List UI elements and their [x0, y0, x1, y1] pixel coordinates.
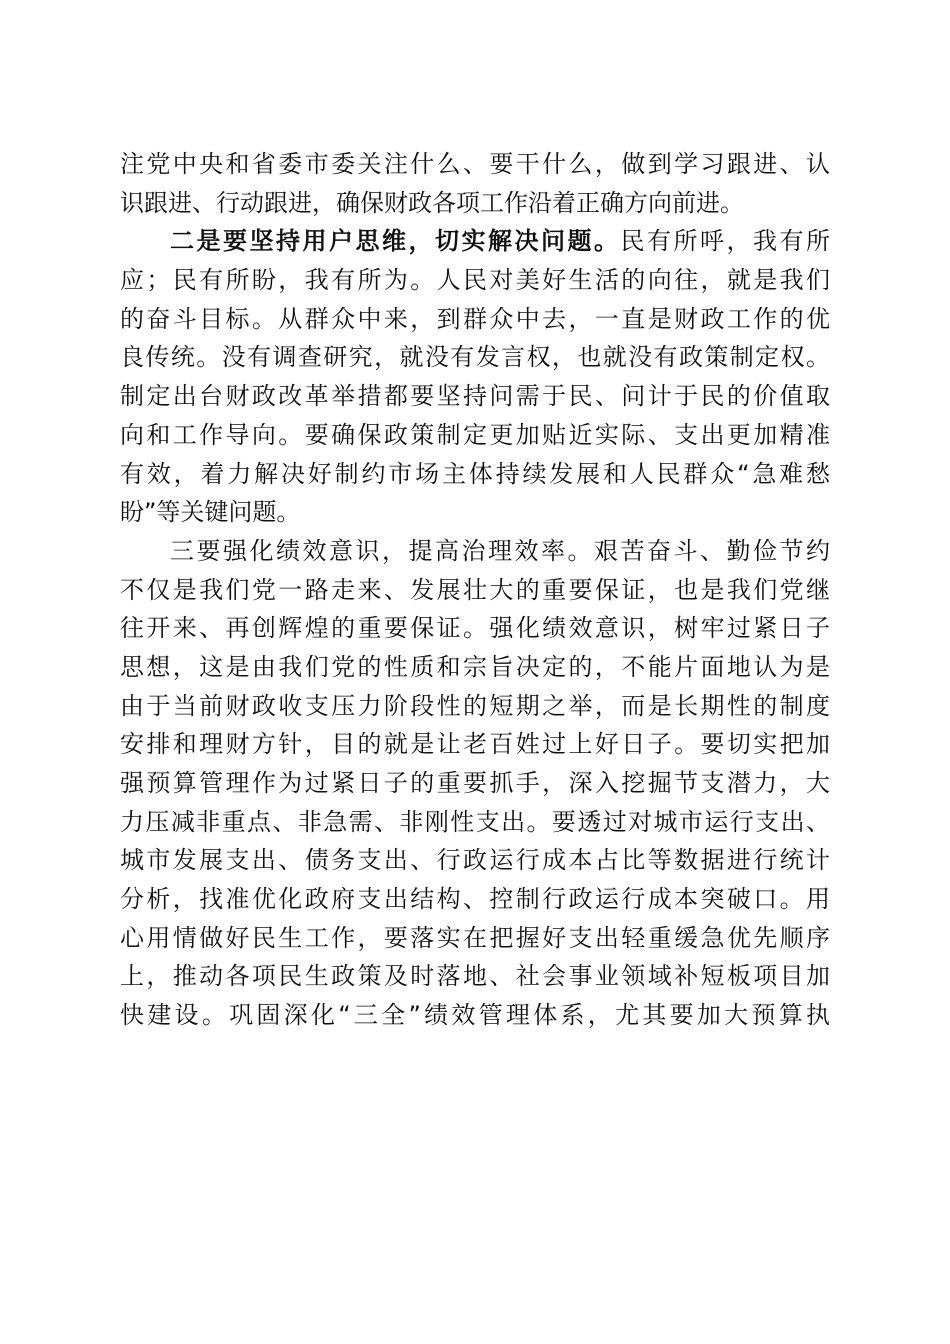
text-line: 上，推动各项民生政策及时落地、社会事业领域补短板项目加 — [120, 962, 830, 991]
text-line: 制定出台财政改革举措都要坚持问需于民、问计于民的价值取 — [120, 382, 830, 411]
text-line: 由于当前财政收支压力阶段性的短期之举，而是长期性的制度 — [120, 691, 830, 720]
text-line — [120, 222, 830, 261]
text-line: 注党中央和省委市委关注什么、要干什么，做到学习跟进、认 — [120, 150, 830, 178]
text-line: 城市发展支出、债务支出、行政运行成本占比等数据进行统计 — [120, 846, 830, 875]
line-text: 民有所呼，我有所 — [620, 227, 830, 256]
paragraph-user-thinking — [120, 222, 830, 532]
text-line: 向和工作导向。要确保政策制定更加贴近实际、支出更加精准 — [120, 420, 830, 449]
text-line: 三要强化绩效意识，提高治理效率。艰苦奋斗、勤俭节约 — [170, 536, 830, 565]
document-body — [120, 145, 830, 1035]
text-line: 强预算管理作为过紧日子的重要抓手，深入挖掘节支潜力，大 — [120, 769, 830, 797]
text-line: 的奋斗目标。从群众中来，到群众中去，一直是财政工作的优 — [120, 304, 830, 333]
text-line: 应；民有所盼，我有所为。人民对美好生活的向往，就是我们 — [120, 266, 830, 295]
text-line: 不仅是我们党一路走来、发展壮大的重要保证，也是我们党继 — [120, 575, 830, 604]
text-line: 盼”等关键问题。 — [120, 498, 301, 527]
text-line: 力压减非重点、非急需、非刚性支出。要透过对城市运行支出、 — [120, 807, 830, 836]
text-line: 有效，着力解决好制约市场主体持续发展和人民群众“急难愁 — [120, 459, 830, 488]
text-line: 良传统。没有调查研究，就没有发言权，也就没有政策制定权。 — [120, 343, 830, 372]
text-line: 心用情做好民生工作，要落实在把握好支出轻重缓急优先顺序 — [120, 923, 830, 952]
paragraph-heading: 二是要坚持用户思维，切实解决问题。 — [170, 227, 621, 256]
text-line: 识跟进、行动跟进，确保财政各项工作沿着正确方向前进。 — [120, 188, 744, 217]
text-line: 快建设。巩固深化“三全”绩效管理体系，尤其要加大预算执 — [120, 1001, 830, 1030]
text-line: 分析，找准优化政府支出结构、控制行政运行成本突破口。用 — [120, 885, 830, 914]
paragraph-continuation — [120, 145, 830, 222]
text-line: 往开来、再创辉煌的重要保证。强化绩效意识，树牢过紧日子 — [120, 614, 830, 643]
paragraph-performance-awareness — [120, 532, 830, 1035]
text-line: 思想，这是由我们党的性质和宗旨决定的，不能片面地认为是 — [120, 652, 830, 681]
text-line: 安排和理财方针，目的就是让老百姓过上好日子。要切实把加 — [120, 730, 830, 759]
